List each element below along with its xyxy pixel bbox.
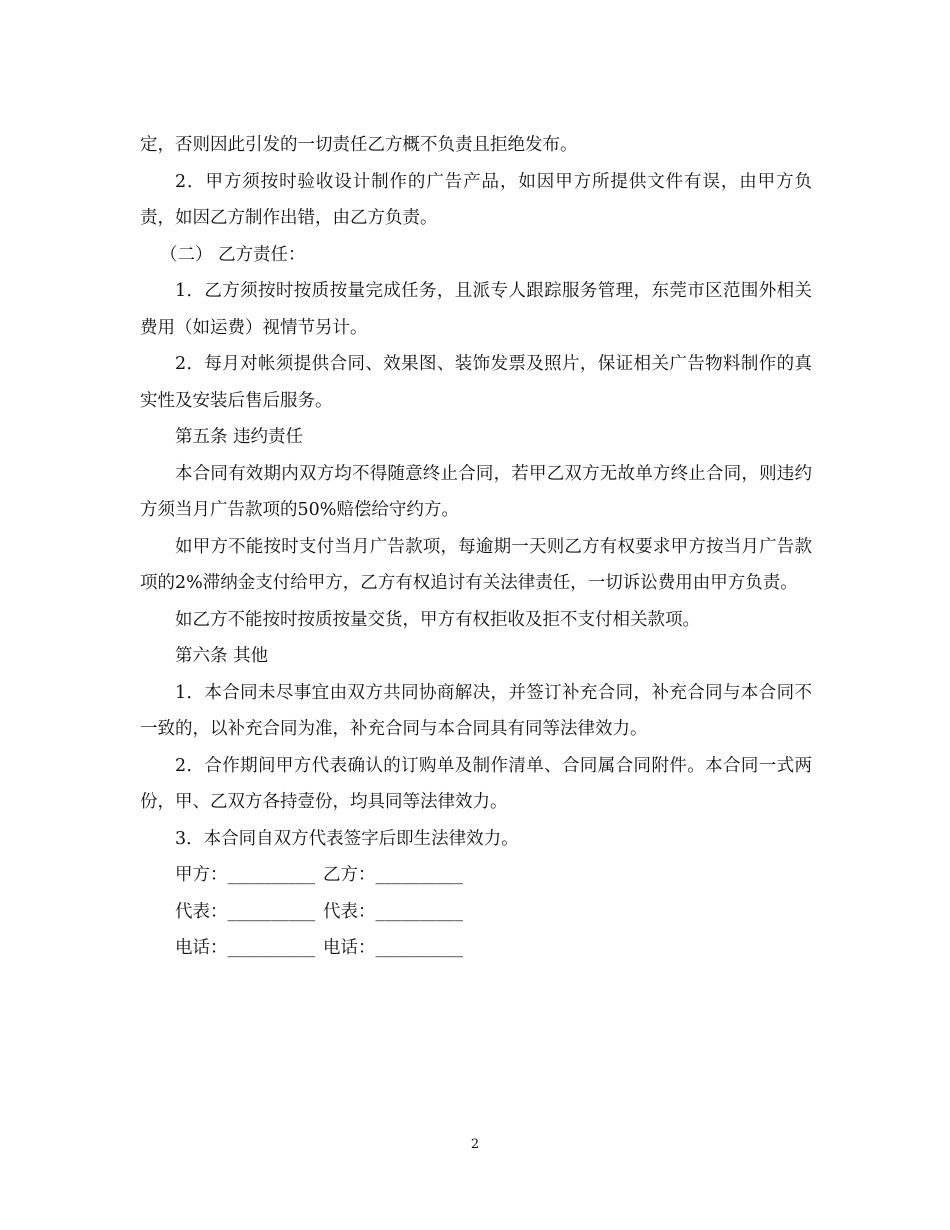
paragraph: 2．甲方须按时验收设计制作的广告产品，如因甲方所提供文件有误，由甲方负责，如因乙方制作出错，由乙方负责。	[140, 171, 812, 228]
paragraph: 如乙方不能按时按质按量交货，甲方有权拒收及拒不支付相关款项。	[175, 609, 700, 630]
signature-field-party-a: 甲方：__________	[175, 865, 315, 885]
article-heading: 第六条 其他	[175, 646, 269, 666]
signature-field-phone-a: 电话：__________	[175, 938, 315, 958]
paragraph: 3．本合同自双方代表签字后即生法律效力。	[175, 828, 519, 849]
signature-field-phone-b: 电话：__________	[323, 938, 463, 958]
paragraph: 1．乙方须按时按质按量完成任务，且派专人跟踪服务管理，东莞市区范围外相关费用（如运费）视情节另计。	[140, 281, 812, 338]
paragraph: 本合同有效期内双方均不得随意终止合同，若甲乙双方无故单方终止合同，则违约方须当月广告款项的50%赔偿给守约方。	[140, 463, 812, 520]
paragraph: 2．每月对帐须提供合同、效果图、装饰发票及照片，保证相关广告物料制作的真实性及安装后售后服务。	[140, 354, 812, 411]
signature-row-representative	[140, 894, 812, 931]
signature-field-rep-b: 代表：__________	[323, 901, 463, 922]
paragraph: 定，否则因此引发的一切责任乙方概不负责且拒绝发布。	[140, 135, 578, 155]
section-heading: （二） 乙方责任：	[160, 244, 306, 265]
paragraph: 1．本合同未尽事宜由双方共同协商解决，并签订补充合同，补充合同与本合同不一致的，以补充合同为准，补充合同与本合同具有同等法律效力。	[140, 682, 812, 739]
signature-row-party	[140, 857, 812, 894]
paragraph: 如甲方不能按时支付当月广告款项，每逾期一天则乙方有权要求甲方按当月广告款项的2%滞纳金支付给甲方，乙方有权追讨有关法律责任，一切诉讼费用由甲方负责。	[140, 536, 812, 593]
article-heading: 第五条 违约责任	[175, 427, 304, 447]
signature-field-rep-a: 代表：__________	[175, 901, 315, 922]
page-number: 2	[470, 1137, 480, 1152]
signature-row-phone	[140, 930, 812, 967]
signature-field-party-b: 乙方：__________	[323, 865, 463, 885]
contract-body	[140, 127, 812, 967]
paragraph: 2．合作期间甲方代表确认的订购单及制作清单、合同属合同附件。本合同一式两份，甲、乙双方各持壹份，均具同等法律效力。	[140, 755, 812, 812]
